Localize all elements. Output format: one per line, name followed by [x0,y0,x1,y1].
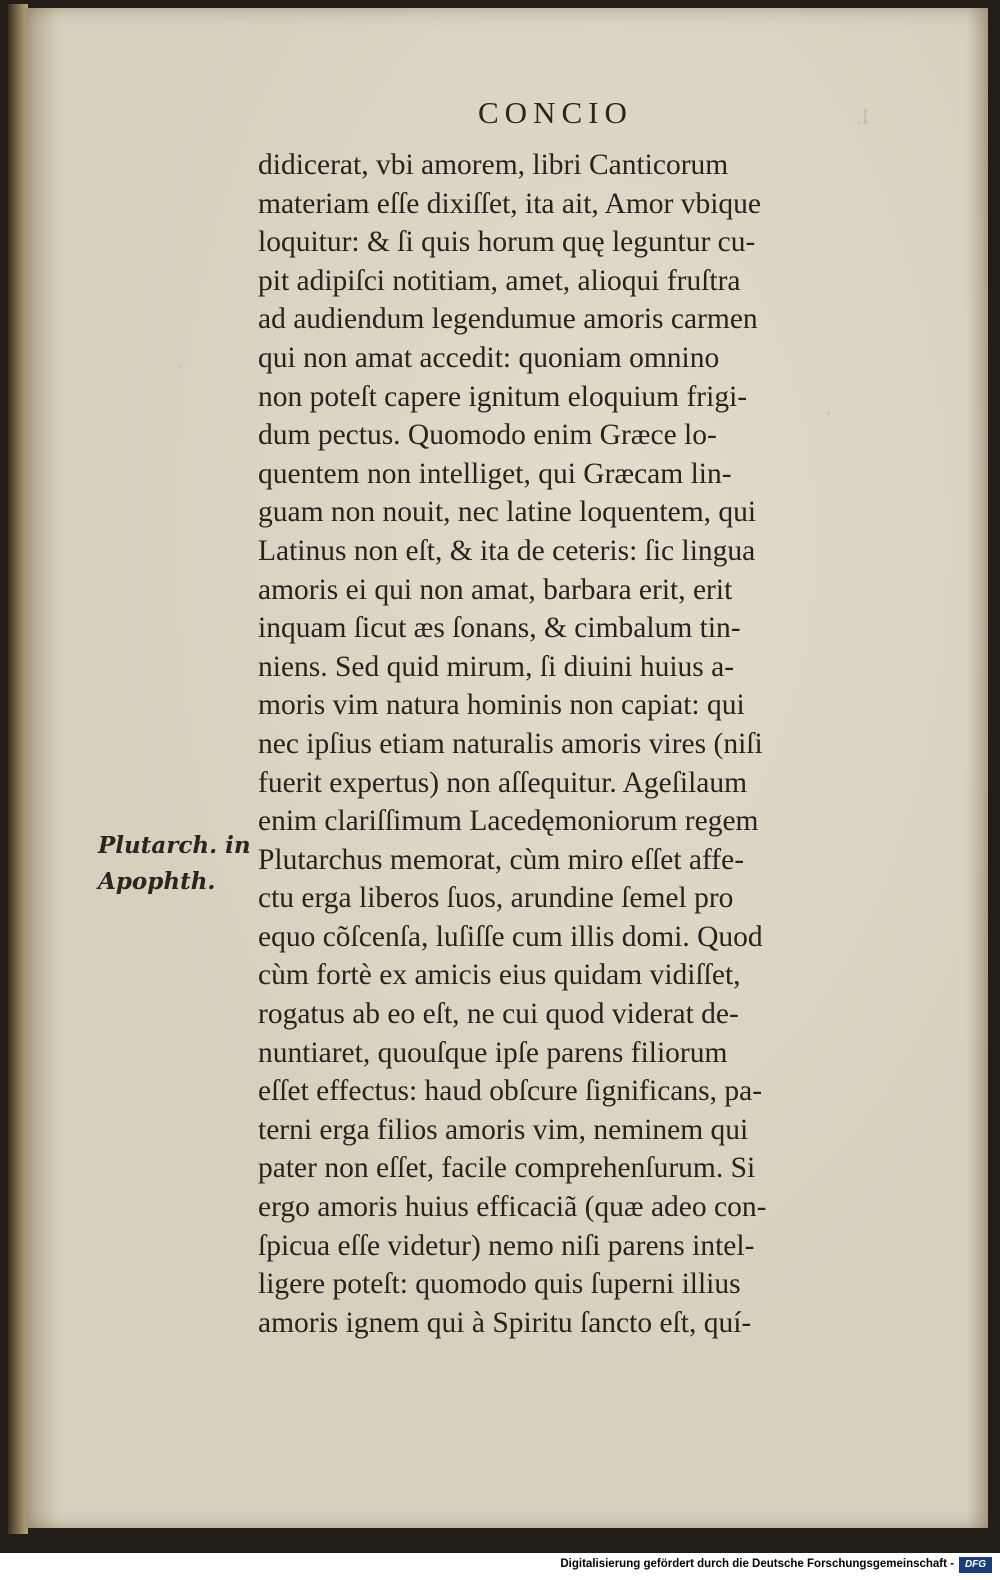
text-line: ſpicua eſſe videtur) nemo niſi parens intel- [258,1229,755,1262]
text-line: pit adipiſci notitiam, amet, alioqui fruſtra [258,264,741,297]
marginal-note-line: Apophth. [98,868,216,895]
bleed-through-mark: · [176,354,184,379]
text-line: ctu erga liberos ſuos, arundine ſemel pro [258,882,734,915]
text-line: niens. Sed quid mirum, ſi diuini huius a- [258,650,735,683]
text-line: loquitur: & ſi quis horum quę leguntur cu- [258,226,756,259]
text-line: eſſet effectus: haud obſcure ſignificans, pa- [258,1075,763,1108]
body-text [258,146,918,1342]
text-line: enim clariſſimum Lacedęmoniorum regem [258,805,759,838]
text-line: materiam eſſe dixiſſet, ita ait, Amor vbique [258,187,761,220]
text-line: ad audiendum legendumue amoris carmen [258,303,758,336]
text-line: terni erga filios amoris vim, neminem qui [258,1113,749,1146]
text-line: moris vim natura hominis non capiat: qui [258,689,745,722]
text-line: fuerit expertus) non aſſequitur. Ageſilaum [258,766,748,799]
text-line: pater non eſſet, facile comprehenſurum. Si [258,1152,756,1185]
bleed-through-mark: , [826,394,832,419]
text-line: Plutarchus memorat, cùm miro eſſet affe- [258,843,745,876]
funding-credit: Digitalisierung gefördert durch die Deutsche Forschungsgemeinschaft - [560,1558,954,1570]
text-line: rogatus ab eo eſt, ne cui quod viderat de- [258,998,739,1031]
marginal-note-line: Plutarch. in [98,832,251,859]
text-line: nec ipſius etiam naturalis amoris vires (niſi [258,727,763,760]
running-head: CONCIO [478,95,633,130]
dfg-logo: DFG [959,1557,992,1573]
book-spine-edge [8,4,28,1534]
text-line: amoris ignem qui à Spiritu ſancto eſt, quí- [258,1306,752,1339]
text-line: ergo amoris huius efficaciã (quæ adeo con- [258,1191,767,1224]
text-line: dum pectus. Quomodo enim Græce lo- [258,419,717,452]
text-line: equo cõſcenſa, luſiſſe cum illis domi. Quod [258,920,763,953]
text-line: inquam ſicut æs ſonans, & cimbalum tin- [258,612,741,645]
text-line: cùm fortè ex amicis eius quidam vidiſſet, [258,959,741,992]
text-line: Latinus non eſt, & ita de ceteris: ſic lingua [258,534,756,567]
text-line: ligere poteſt: quomodo quis ſuperni illius [258,1268,741,1301]
text-line: quentem non intelliget, qui Græcam lin- [258,457,732,490]
text-line: amoris ei qui non amat, barbara erit, erit [258,573,733,606]
text-line: nuntiaret, quouſque ipſe parens filiorum [258,1036,728,1069]
text-line: non poteſt capere ignitum eloquium frigi- [258,380,748,413]
marginal-note [98,828,268,900]
text-line: guam non nouit, nec latine loquentem, qui [258,496,757,529]
text-line: qui non amat accedit: quoniam omnino [258,341,720,374]
bleed-through-mark: I. [856,104,869,129]
text-line: didicerat, vbi amorem, libri Canticorum [258,149,729,181]
